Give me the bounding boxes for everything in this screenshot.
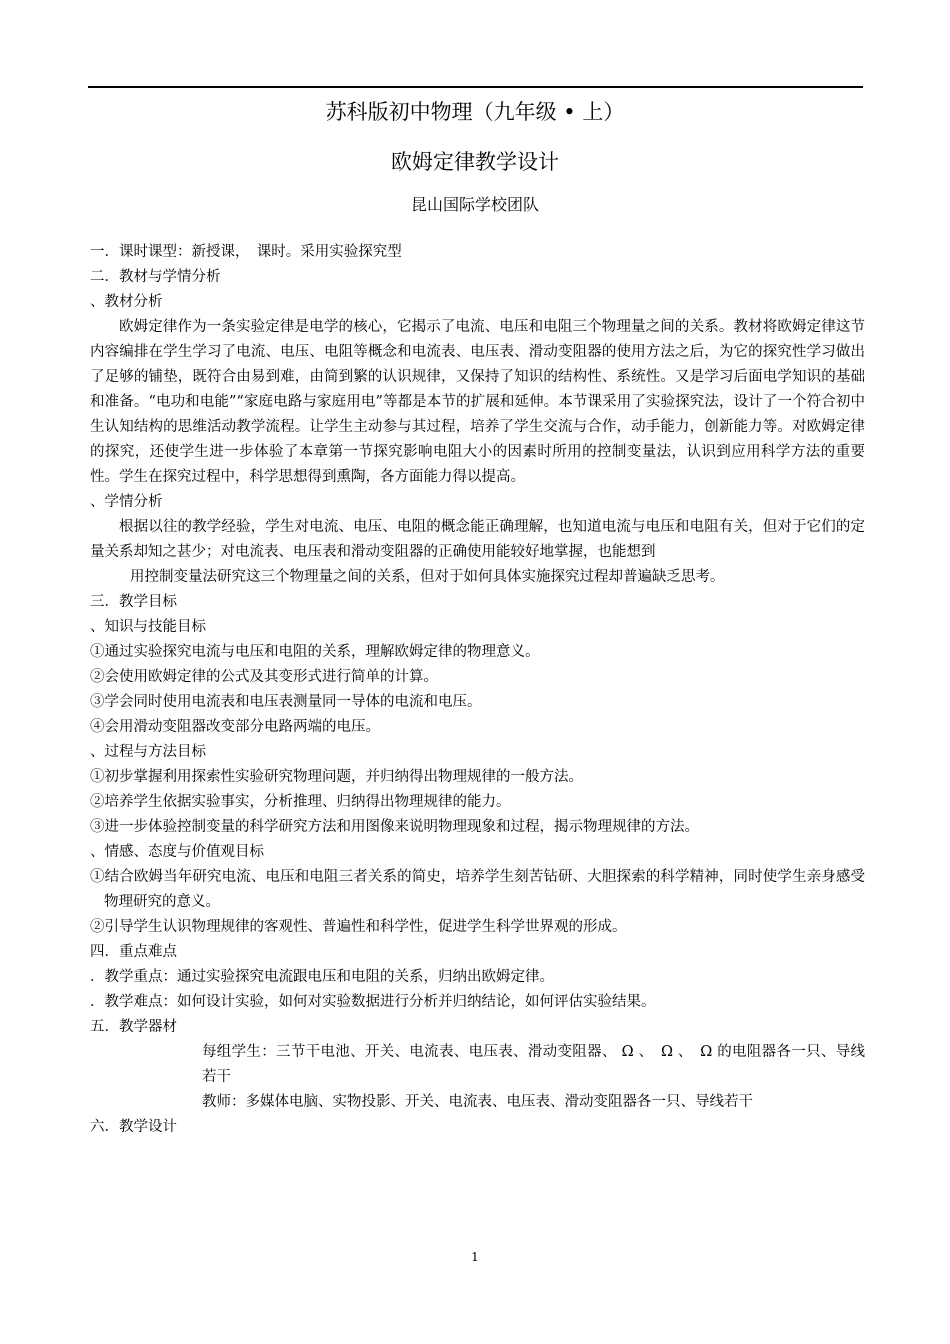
- list-item: ①初步掌握利用探索性实验研究物理问题，并归纳得出物理规律的一般方法。: [90, 769, 583, 785]
- list-item: ②引导学生认识物理规律的客观性、普遍性和科学性，促进学生科学世界观的形成。: [90, 919, 627, 935]
- equipment-teacher: 教师：多媒体电脑、实物投影、开关、电流表、电压表、滑动变阻器各一只、导线若干: [202, 1094, 753, 1110]
- list-item: ③进一步体验控制变量的科学研究方法和用图像来说明物理现象和过程，揭示物理规律的方法。: [90, 819, 699, 835]
- section-heading-goals: 三．教学目标: [90, 594, 177, 610]
- doc-author: 昆山国际学校团队: [410, 195, 539, 214]
- equipment-students: 每组学生：三节干电池、开关、电流表、电压表、滑动变阻器、 Ω 、 Ω 、 Ω 的电阻器各一只、导线若干: [202, 1044, 865, 1085]
- subheading-emotion-goals: 、情感、态度与价值观目标: [90, 844, 264, 860]
- list-item: ．教学重点：通过实验探究电流跟电压和电阻的关系，归纳出欧姆定律。: [90, 969, 554, 985]
- list-item: ．教学难点：如何设计实验，如何对实验数据进行分析并归纳结论，如何评估实验结果。: [90, 994, 656, 1010]
- doc-subtitle: 欧姆定律教学设计: [391, 150, 559, 174]
- subheading-student-analysis: 、学情分析: [90, 494, 163, 510]
- doc-body: [90, 240, 865, 1140]
- list-item: ②培养学生依据实验事实，分析推理、归纳得出物理规律的能力。: [90, 794, 511, 810]
- paragraph-student-analysis-cont: 用控制变量法研究这三个物理量之间的关系，但对于如何具体实施探究过程却普遍缺乏思考。: [130, 569, 725, 585]
- paragraph-student-analysis: 根据以往的教学经验，学生对电流、电压、电阻的概念能正确理解，也知道电流与电压和电阻有关，但对于它们的定量关系却知之甚少；对电流表、电压表和滑动变阻器的正确使用能较好地掌握，也能想到: [90, 519, 865, 560]
- section-heading-analysis: 二．教材与学情分析: [90, 269, 221, 285]
- subheading-process-goals: 、过程与方法目标: [90, 744, 206, 760]
- list-item: ①结合欧姆当年研究电流、电压和电阻三者关系的简史，培养学生刻苦钻研、大胆探索的科学精神，同时使学生亲身感受物理研究的意义。: [90, 869, 865, 910]
- doc-title: 苏科版初中物理（九年级 • 上）: [325, 100, 625, 124]
- list-item: ④会用滑动变阻器改变部分电路两端的电压。: [90, 719, 380, 735]
- section-heading-design: 六．教学设计: [90, 1119, 177, 1135]
- section-heading-equipment: 五．教学器材: [90, 1019, 177, 1035]
- list-item: ①通过实验探究电流与电压和电阻的关系，理解欧姆定律的物理意义。: [90, 644, 540, 660]
- header-rule: [88, 86, 863, 88]
- paragraph-textbook-analysis: 欧姆定律作为一条实验定律是电学的核心，它揭示了电流、电压和电阻三个物理量之间的关系。教材将欧姆定律这节内容编排在学生学习了电流、电压、电阻等概念和电流表、电压表、滑动变阻器的使用方法之后，为它的探究性学习做出了足够的铺垫，既符合由易到难，由简到繁的认识规律，又保持了知识的结构性、系统性。又是学习后面电学知识的基础和准备。“电功和电能”“家庭电路与家庭用电”等都是本节的扩展和延伸。本节课采用了实验探究法，设计了一个符合初中生认知结构的思维活动教学流程。让学生主动参与其过程，培养了学生交流与合作，动手能力，创新能力等。对欧姆定律的探究，还使学生进一步体验了本章第一节探究影响电阻大小的因素时所用的控制变量法，认识到应用科学方法的重要性。学生在探究过程中，科学思想得到熏陶，各方面能力得以提高。: [90, 319, 865, 485]
- subheading-textbook-analysis: 、教材分析: [90, 294, 163, 310]
- list-item: ③学会同时使用电流表和电压表测量同一导体的电流和电压。: [90, 694, 482, 710]
- list-item: ②会使用欧姆定律的公式及其变形式进行简单的计算。: [90, 669, 438, 685]
- page-number: 1: [471, 1250, 479, 1264]
- section-lesson-type: 一．课时课型：新授课， 课时。采用实验探究型: [90, 244, 402, 260]
- subheading-knowledge-goals: 、知识与技能目标: [90, 619, 206, 635]
- section-heading-key-points: 四．重点难点: [90, 944, 177, 960]
